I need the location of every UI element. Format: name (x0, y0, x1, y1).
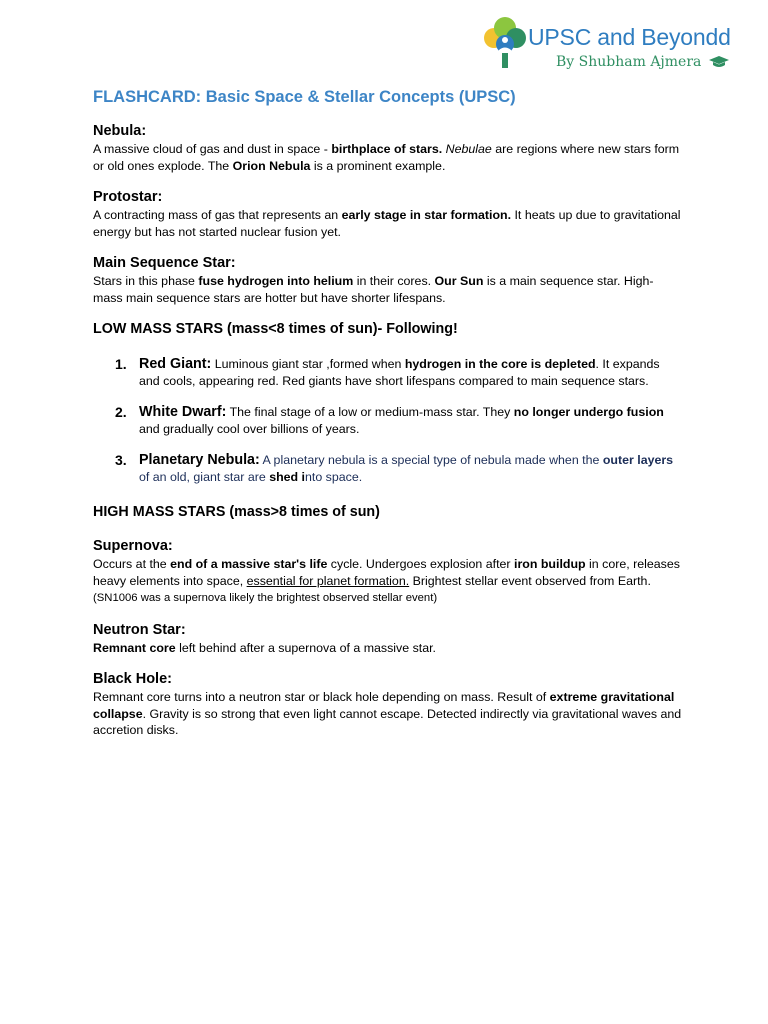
text-span: are regions where new stars form or old ones explode. The (93, 142, 680, 173)
bold-span: hydrogen in the core is depleted (404, 357, 596, 371)
text-neutron-star (93, 640, 683, 657)
text-span: A massive cloud of gas and dust in space - (93, 142, 332, 156)
logo (482, 14, 754, 74)
text-span: The final stage of a low or medium-mass star. They (226, 405, 514, 419)
text-main-sequence (93, 273, 683, 306)
brand-byline (556, 54, 729, 70)
text-span: Luminous giant star ,formed when (211, 357, 405, 371)
section-main-sequence (93, 254, 683, 306)
bold-span: birthplace of stars. (331, 142, 443, 156)
text-span: and gradually cool over billions of years. (139, 421, 360, 436)
page-title: FLASHCARD: Basic Space & Stellar Concepts (UPSC) (93, 88, 516, 106)
text-span: Brightest stellar event observed from Earth. (409, 573, 651, 588)
heading-high-mass-stars: HIGH MASS STARS (mass>8 times of sun) (93, 504, 380, 520)
flashcard-content (93, 86, 683, 753)
list-number: 3. (115, 452, 127, 468)
text-span: A planetary nebula is a special type of nebula made when the (259, 453, 603, 467)
italic-span: Nebulae (445, 142, 492, 156)
bold-span: no longer undergo fusion (513, 405, 664, 419)
heading-main-sequence: Main Sequence Star: (93, 255, 236, 271)
text-span: is a prominent example. (310, 158, 446, 173)
heading-nebula: Nebula: (93, 123, 147, 139)
text-span: Stars in this phase (93, 274, 199, 288)
bold-span: extreme gravitational collapse (93, 690, 675, 721)
text-span: in their cores. (353, 274, 435, 288)
section-nebula (93, 122, 683, 174)
text-span: Remnant core turns into a neutron star or black hole depending on mass. Result of (93, 690, 550, 704)
heading-protostar: Protostar: (93, 189, 163, 205)
text-span: is a main sequence star. High-mass main sequence stars are hotter but have shorter lifespans. (93, 274, 654, 305)
text-supernova (93, 556, 683, 607)
text-span: left behind after a supernova of a massive star. (175, 640, 436, 655)
list-item-white-dwarf (93, 404, 683, 437)
text-span: cycle. Undergoes explosion after (327, 557, 515, 571)
bold-span: shed i (269, 469, 305, 484)
tree-logo-icon (482, 16, 528, 72)
bold-span: outer layers (602, 453, 674, 467)
text-span: in core, releases heavy elements into space, (93, 557, 680, 588)
graduation-cap-icon (709, 56, 729, 68)
list-number: 1. (115, 356, 127, 372)
text-span: Occurs at the (93, 557, 171, 571)
bold-span: Orion Nebula (232, 158, 311, 173)
list-item-planetary-nebula (93, 452, 683, 485)
heading-low-mass-stars: LOW MASS STARS (mass<8 times of sun)- Following! (93, 321, 458, 337)
byline-text: By Shubham Ajmera (556, 54, 702, 70)
brand-name: UPSC and Beyondd (528, 24, 731, 50)
bold-span: early stage in star formation. (341, 208, 512, 222)
text-span: . It expands and cools, appearing red. Red giants have short lifespans compared to main sequence stars. (139, 357, 660, 388)
term-white-dwarf: White Dwarf: (139, 404, 227, 420)
bold-span: Remnant core (93, 640, 176, 655)
bold-span: Our Sun (434, 274, 484, 288)
term-planetary-nebula: Planetary Nebula: (139, 452, 260, 468)
heading-black-hole: Black Hole: (93, 671, 172, 687)
text-span: of an old, giant star are (139, 469, 270, 484)
text-nebula (93, 141, 683, 174)
text-protostar (93, 207, 683, 240)
list-number: 2. (115, 404, 127, 420)
text-span: nto space. (305, 469, 363, 484)
underline-span: essential for planet formation. (246, 573, 410, 588)
bold-span: iron buildup (514, 557, 586, 571)
bold-span: end of a massive star's life (170, 557, 328, 571)
section-supernova (93, 537, 683, 607)
bold-span: fuse hydrogen into helium (198, 274, 354, 288)
term-red-giant: Red Giant: (139, 356, 212, 372)
section-neutron-star (93, 621, 683, 657)
text-span: A contracting mass of gas that represents an (93, 208, 342, 222)
section-protostar (93, 188, 683, 240)
heading-supernova: Supernova: (93, 538, 173, 554)
text-span: It heats up due to gravitational energy but has not started nuclear fusion yet. (93, 208, 681, 239)
text-black-hole (93, 689, 683, 739)
list-item-red-giant (93, 356, 683, 389)
section-black-hole (93, 670, 683, 739)
heading-neutron-star: Neutron Star: (93, 621, 186, 638)
text-span: . Gravity is so strong that even light cannot escape. Detected indirectly via gravitational waves and accretion disks. (93, 706, 682, 737)
small-note: (SN1006 was a supernova likely the brightest observed stellar event) (93, 592, 438, 604)
low-mass-list (93, 356, 683, 485)
